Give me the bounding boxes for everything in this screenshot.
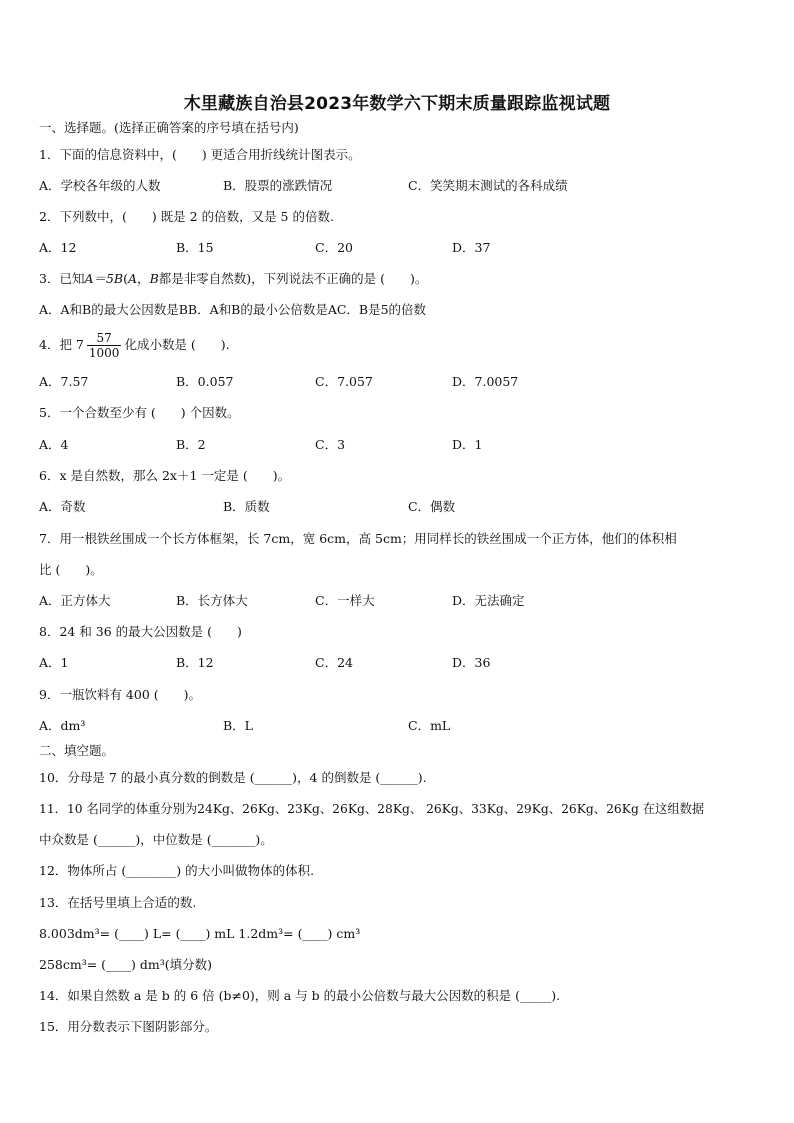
page-title: 木里藏族自治县2023年数学六下期末质量跟踪监视试题: [183, 94, 611, 114]
question-7-line-1: 7．用一根铁丝围成一个长方体框架，长 7cm，宽 6cm，高 5cm；用同样长的铁丝围成一个正方体，他们的体积相: [39, 531, 677, 546]
question-13: 13．在括号里填上合适的数.: [39, 895, 197, 910]
question-4: [39, 328, 230, 362]
q4-option-a: A．7.57: [39, 374, 89, 389]
q9-option-b: B．L: [223, 718, 253, 733]
question-12: 12．物体所占 (________) 的大小叫做物体的体积.: [39, 863, 315, 878]
question-8-options: [39, 654, 759, 672]
q2-option-a: A．12: [39, 240, 77, 255]
question-1-options: [39, 177, 759, 195]
q8-option-b: B．12: [176, 655, 214, 670]
q4-prefix: 4．把 7: [39, 337, 84, 352]
section-fill-heading: 二、填空题。: [39, 743, 115, 758]
q3-prefix: 3．已知: [39, 271, 85, 286]
question-2: 2．下列数中，( ) 既是 2 的倍数，又是 5 的倍数.: [39, 209, 334, 224]
q5-option-c: C．3: [315, 437, 346, 452]
q3-comma: ，: [137, 271, 150, 286]
question-7-options: [39, 592, 759, 610]
q3-suffix: 都是非零自然数)，下列说法不正确的是 ( )。: [158, 271, 428, 286]
q5-option-b: B．2: [176, 437, 206, 452]
question-9-options: [39, 717, 759, 735]
q3-formula: A＝5B: [84, 271, 124, 286]
question-15: 15．用分数表示下图阴影部分。: [39, 1019, 218, 1034]
question-2-options: [39, 239, 759, 257]
question-6-options: [39, 498, 759, 516]
q4-option-c: C．7.057: [315, 374, 373, 389]
question-6: 6．x 是自然数，那么 2x＋1 一定是 ( )。: [39, 468, 291, 483]
q8-option-a: A．1: [39, 655, 69, 670]
q8-option-c: C．24: [315, 655, 353, 670]
q7-option-c: C．一样大: [315, 593, 375, 608]
q6-option-c: C．偶数: [408, 499, 456, 514]
q2-option-d: D．37: [452, 240, 491, 255]
q4-fraction: [87, 331, 122, 360]
q3-var-a: A: [128, 271, 138, 286]
q7-option-b: B．长方体大: [176, 593, 248, 608]
q2-option-b: B．15: [176, 240, 214, 255]
question-14: 14．如果自然数 a 是 b 的 6 倍 (b≠0)，则 a 与 b 的最小公倍数与最大公因数的积是 (_____).: [39, 988, 561, 1003]
q1-option-b: B．股票的涨跌情况: [223, 178, 333, 193]
q4-denominator: 1000: [88, 346, 120, 360]
question-4-options: [39, 373, 759, 391]
q4-option-b: B．0.057: [176, 374, 234, 389]
question-11-line-2: 中众数是 (______)，中位数是 (_______)。: [39, 832, 273, 847]
q5-option-d: D．1: [452, 437, 483, 452]
question-1: 1．下面的信息资料中，( ) 更适合用折线统计图表示。: [39, 147, 361, 162]
question-8: 8．24 和 36 的最大公因数是 ( ): [39, 624, 242, 639]
question-13-line-1: 8.003dm³= (____) L= (____) mL 1.2dm³= (____) cm³: [39, 926, 361, 941]
q6-option-a: A．奇数: [39, 499, 86, 514]
question-3: [39, 270, 427, 288]
question-5-options: [39, 436, 759, 454]
question-10: 10．分母是 7 的最小真分数的倒数是 (______)，4 的倒数是 (______).: [39, 770, 427, 785]
q4-suffix: 化成小数是 ( ).: [124, 337, 230, 352]
q4-option-d: D．7.0057: [452, 374, 519, 389]
q5-option-a: A．4: [39, 437, 69, 452]
q3-var-b: B: [149, 271, 159, 286]
question-9: 9．一瓶饮料有 400 ( )。: [39, 687, 202, 702]
q1-option-c: C．笑笑期末测试的各科成绩: [408, 178, 568, 193]
question-13-line-2: 258cm³= (____) dm³(填分数): [39, 957, 213, 972]
q4-numerator: 57: [87, 331, 122, 346]
q2-option-c: C．20: [315, 240, 353, 255]
section-choice-heading: 一、选择题。(选择正确答案的序号填在括号内): [39, 120, 299, 135]
q9-option-a: A．dm³: [39, 718, 86, 733]
question-11-line-1: 11．10 名同学的体重分别为24Kg、26Kg、23Kg、26Kg、28Kg、 26Kg、33Kg、29Kg、26Kg、26Kg 在这组数据: [39, 802, 705, 816]
q8-option-d: D．36: [452, 655, 491, 670]
q7-option-d: D．无法确定: [452, 593, 525, 608]
q3-open: (: [123, 271, 129, 286]
q7-option-a: A．正方体大: [39, 593, 111, 608]
q1-option-a: A．学校各年级的人数: [39, 178, 161, 193]
question-7-line-2: 比 ( )。: [39, 562, 103, 577]
question-5: 5．一个合数至少有 ( ) 个因数。: [39, 405, 240, 420]
q6-option-b: B．质数: [223, 499, 270, 514]
q9-option-c: C．mL: [408, 718, 451, 733]
question-3-options: A．A和B的最大公因数是BB．A和B的最小公倍数是AC．B是5的倍数: [39, 302, 427, 317]
